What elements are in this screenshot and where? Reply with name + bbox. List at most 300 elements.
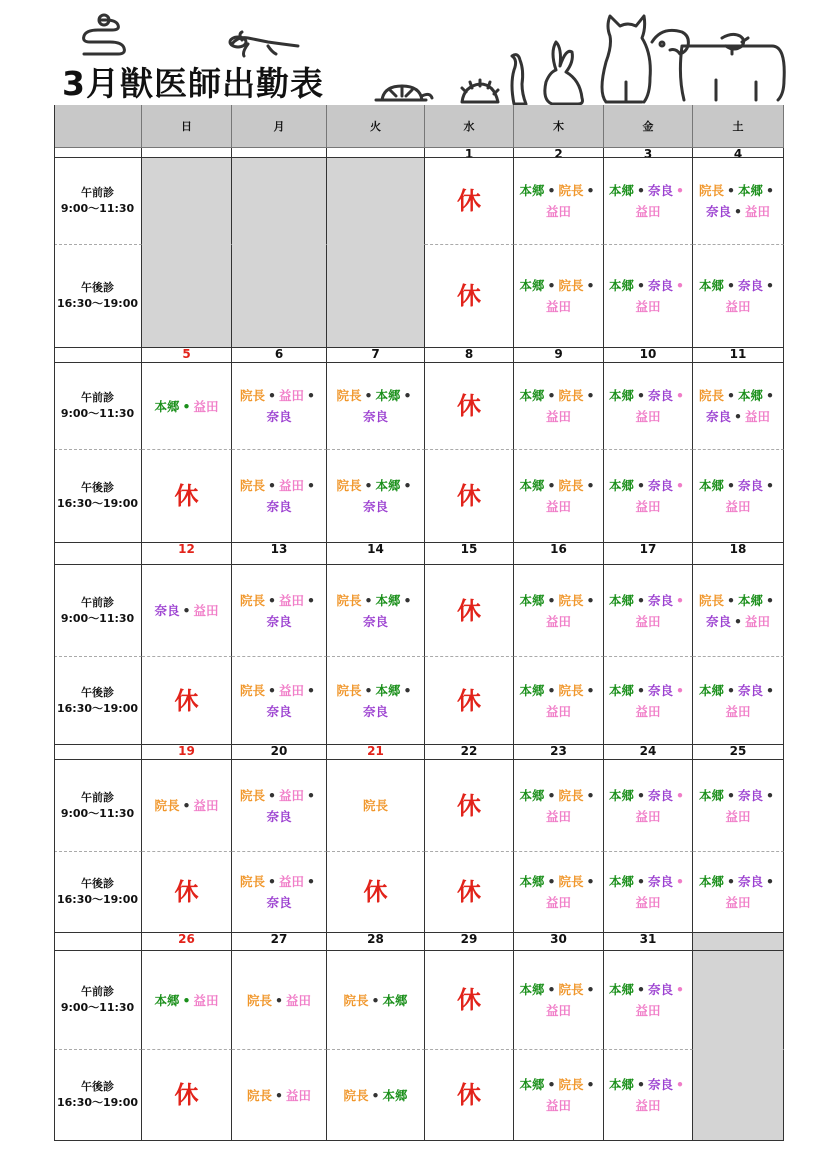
- shift-cell-pm: [604, 1050, 693, 1141]
- separator-dot: •: [547, 982, 556, 997]
- doctor-line: [699, 871, 777, 892]
- doctor-name: 益田: [545, 895, 571, 910]
- session-name: 午後診: [81, 481, 114, 494]
- session-label-am: [54, 565, 142, 657]
- doctor-line: [609, 680, 687, 701]
- doctor-name: 院長: [239, 874, 265, 889]
- doctor-line: [266, 892, 291, 913]
- shift-cell-am: [514, 363, 604, 450]
- bird-icon: [722, 34, 748, 54]
- doctor-line: [336, 680, 414, 701]
- separator-dot: •: [766, 787, 775, 803]
- doctor-line: [635, 406, 660, 427]
- shift-cell-pm: [327, 245, 425, 348]
- doctor-name: 奈良: [266, 808, 292, 824]
- doctor-name: 本郷: [608, 478, 634, 493]
- doctor-line: [519, 979, 597, 1000]
- doctor-line: [609, 475, 687, 496]
- doctor-name: 奈良: [362, 613, 388, 629]
- doctor-name: 院長: [239, 592, 265, 608]
- shift-cell-pm: [142, 1050, 232, 1141]
- doctor-name: 院長: [246, 992, 272, 1008]
- shift-cell-pm: [693, 450, 784, 543]
- doctor-name: 院長: [336, 478, 362, 493]
- doctor-line: [699, 385, 777, 406]
- date-number: 2: [514, 148, 604, 158]
- separator-dot: •: [734, 613, 742, 629]
- shift-cell-am: [425, 565, 514, 657]
- doctor-name: 益田: [635, 613, 661, 629]
- separator-dot: •: [727, 874, 735, 889]
- doctor-name: 本郷: [382, 1087, 408, 1103]
- separator-dot: •: [637, 874, 645, 889]
- doctor-name: 本郷: [519, 278, 545, 293]
- shift-cell-pm: [604, 657, 693, 745]
- session-name: 午前診: [81, 595, 114, 609]
- separator-dot: •: [727, 278, 735, 293]
- doctor-name: 益田: [725, 499, 751, 514]
- date-number: 16: [514, 543, 604, 565]
- doctor-line: [519, 385, 597, 406]
- shift-cell-pm: [142, 852, 232, 933]
- doctor-name: 奈良: [738, 787, 764, 803]
- doctor-name: 益田: [286, 1087, 312, 1103]
- doctor-name: 本郷: [608, 388, 634, 403]
- separator-dot: •: [547, 388, 556, 403]
- page-title: 3月獣医師出勤表: [62, 64, 324, 103]
- separator-dot: •: [637, 682, 645, 698]
- separator-dot: •: [676, 874, 685, 889]
- separator-dot: •: [586, 982, 595, 997]
- schedule-table: [54, 105, 784, 1141]
- shift-cell-am: [142, 760, 232, 852]
- doctor-name: 院長: [336, 388, 362, 403]
- shift-cell-pm: [142, 450, 232, 543]
- separator-dot: •: [403, 592, 412, 608]
- doctor-name: 益田: [635, 204, 661, 219]
- doctor-name: 益田: [635, 1098, 661, 1113]
- shift-cell-pm: [327, 852, 425, 933]
- date-row-label: [54, 148, 142, 158]
- shift-cell-am: [604, 951, 693, 1050]
- doctor-line: [519, 1074, 597, 1095]
- date-number: 28: [327, 933, 425, 951]
- shift-cell-pm: [693, 1050, 784, 1141]
- doctor-name: 益田: [635, 703, 661, 719]
- shift-cell-am: [327, 951, 425, 1050]
- separator-dot: •: [182, 398, 191, 414]
- doctor-name: 益田: [635, 895, 661, 910]
- lizard-icon: [230, 32, 298, 56]
- doctor-name: 益田: [725, 299, 751, 314]
- doctor-line: [343, 1085, 407, 1106]
- doctor-line: [546, 201, 571, 222]
- shift-cell-am: [327, 565, 425, 657]
- date-number: 7: [327, 348, 425, 363]
- doctor-line: [247, 1085, 311, 1106]
- separator-dot: •: [586, 874, 595, 889]
- doctor-line: [609, 1074, 687, 1095]
- separator-dot: •: [727, 183, 735, 198]
- doctor-name: 本郷: [608, 183, 634, 198]
- session-time: 16:30〜19:00: [56, 701, 139, 715]
- separator-dot: •: [364, 388, 373, 403]
- doctor-line: [635, 496, 660, 517]
- doctor-name: 院長: [698, 592, 724, 608]
- hedgehog-icon: [462, 80, 498, 102]
- separator-dot: •: [586, 183, 595, 198]
- doctor-line: [266, 496, 291, 517]
- separator-dot: •: [676, 1077, 685, 1092]
- date-number: 29: [425, 933, 514, 951]
- separator-dot: •: [364, 592, 373, 608]
- date-number: 27: [232, 933, 327, 951]
- session-time: 9:00〜11:30: [60, 611, 135, 625]
- date-number: 24: [604, 745, 693, 760]
- doctor-name: 本郷: [154, 992, 180, 1008]
- session-time: 9:00〜11:30: [60, 1001, 135, 1014]
- closed-mark: 休: [457, 686, 481, 715]
- separator-dot: •: [586, 278, 595, 293]
- shift-cell-pm: [232, 657, 327, 745]
- separator-dot: •: [727, 388, 735, 403]
- doctor-name: 本郷: [738, 388, 764, 403]
- doctor-name: 益田: [279, 478, 305, 493]
- date-number: 17: [604, 543, 693, 565]
- doctor-name: 益田: [279, 874, 305, 889]
- doctor-name: 奈良: [648, 682, 674, 698]
- doctor-line: [266, 611, 291, 632]
- doctor-line: [609, 871, 687, 892]
- doctor-name: 本郷: [608, 1077, 634, 1092]
- doctor-name: 奈良: [648, 874, 674, 889]
- separator-dot: •: [268, 592, 276, 608]
- doctor-name: 益田: [193, 603, 219, 618]
- doctor-line: [240, 590, 318, 611]
- shift-cell-am: [693, 565, 784, 657]
- doctor-line: [240, 871, 318, 892]
- closed-mark: 休: [174, 878, 199, 906]
- separator-dot: •: [275, 1087, 283, 1103]
- shift-cell-am: [693, 760, 784, 852]
- doctor-line: [519, 871, 597, 892]
- session-time: 9:00〜11:30: [60, 407, 135, 420]
- doctor-name: 院長: [698, 183, 724, 198]
- shift-cell-pm: [693, 245, 784, 348]
- weekday-header: 木: [514, 105, 604, 148]
- doctor-name: 本郷: [154, 398, 180, 414]
- closed-mark: 休: [457, 986, 481, 1014]
- shift-cell-pm: [514, 852, 604, 933]
- doctor-name: 奈良: [648, 478, 674, 493]
- shift-cell-am: [693, 158, 784, 245]
- separator-dot: •: [676, 982, 685, 997]
- shift-cell-pm: [425, 1050, 514, 1141]
- date-number: 18: [693, 543, 784, 565]
- doctor-line: [546, 806, 571, 827]
- shift-cell-am: [232, 565, 327, 657]
- doctor-name: 院長: [154, 798, 180, 813]
- session-label-am: [54, 951, 142, 1050]
- doctor-name: 益田: [286, 992, 312, 1008]
- date-number: 31: [604, 933, 693, 951]
- shift-cell-am: [514, 951, 604, 1050]
- separator-dot: •: [403, 478, 412, 493]
- doctor-name: 奈良: [362, 409, 388, 424]
- closed-mark: 休: [457, 482, 481, 510]
- separator-dot: •: [547, 874, 556, 889]
- separator-dot: •: [182, 992, 191, 1008]
- session-time: 16:30〜19:00: [56, 297, 139, 310]
- doctor-name: 本郷: [698, 478, 724, 493]
- doctor-name: 奈良: [266, 703, 292, 719]
- separator-dot: •: [676, 787, 685, 803]
- weekday-header: 金: [604, 105, 693, 148]
- doctor-name: 益田: [745, 613, 771, 629]
- doctor-name: 院長: [343, 992, 369, 1008]
- date-number: 5: [142, 348, 232, 363]
- doctor-name: 益田: [279, 592, 305, 608]
- shift-cell-pm: [604, 852, 693, 933]
- date-row-label: [54, 543, 142, 565]
- separator-dot: •: [547, 592, 556, 608]
- shift-cell-am: [425, 158, 514, 245]
- date-row-label: [54, 348, 142, 363]
- date-number: 26: [142, 933, 232, 951]
- doctor-line: [635, 1095, 660, 1116]
- separator-dot: •: [766, 682, 775, 698]
- shift-cell-pm: [425, 657, 514, 745]
- date-number: 15: [425, 543, 514, 565]
- doctor-name: 院長: [558, 982, 584, 997]
- snake-icon: [84, 15, 125, 54]
- doctor-name: 本郷: [519, 1077, 545, 1092]
- separator-dot: •: [182, 798, 191, 813]
- separator-dot: •: [268, 682, 276, 698]
- separator-dot: •: [727, 682, 735, 698]
- session-name: 午前診: [81, 391, 114, 404]
- separator-dot: •: [727, 592, 735, 608]
- shift-cell-am: [142, 363, 232, 450]
- doctor-name: 益田: [725, 895, 751, 910]
- doctor-name: 本郷: [608, 592, 634, 608]
- date-number: 14: [327, 543, 425, 565]
- doctor-name: 益田: [545, 204, 571, 219]
- closed-mark: 休: [457, 187, 481, 215]
- separator-dot: •: [734, 409, 742, 424]
- separator-dot: •: [547, 682, 556, 698]
- doctor-name: 奈良: [154, 603, 180, 618]
- doctor-line: [699, 590, 777, 611]
- doctor-name: 本郷: [375, 682, 401, 698]
- separator-dot: •: [676, 478, 685, 493]
- animals-illustration: [78, 6, 790, 108]
- shift-cell-am: [604, 363, 693, 450]
- doctor-line: [635, 611, 660, 632]
- doctor-name: 益田: [745, 409, 771, 424]
- doctor-name: 奈良: [738, 682, 764, 698]
- doctor-line: [706, 201, 770, 222]
- shift-cell-am: [327, 158, 425, 245]
- separator-dot: •: [586, 592, 595, 608]
- doctor-name: 奈良: [648, 183, 674, 198]
- doctor-line: [609, 275, 687, 296]
- doctor-name: 院長: [336, 592, 362, 608]
- session-label-am: [54, 760, 142, 852]
- closed-mark: 休: [363, 878, 388, 906]
- doctor-name: 益田: [725, 703, 751, 719]
- shift-cell-am: [327, 363, 425, 450]
- doctor-name: 本郷: [382, 992, 408, 1008]
- shift-cell-pm: [142, 245, 232, 348]
- shift-cell-am: [142, 565, 232, 657]
- doctor-name: 院長: [558, 1077, 584, 1092]
- closed-mark: 休: [457, 878, 481, 906]
- separator-dot: •: [637, 183, 645, 198]
- separator-dot: •: [766, 592, 775, 608]
- shift-cell-pm: [514, 245, 604, 348]
- meerkat-icon: [512, 55, 526, 104]
- doctor-name: 院長: [558, 592, 584, 608]
- separator-dot: •: [307, 478, 316, 493]
- shift-cell-am: [232, 158, 327, 245]
- doctor-line: [154, 795, 218, 816]
- doctor-line: [635, 201, 660, 222]
- doctor-name: 奈良: [648, 388, 674, 403]
- doctor-name: 奈良: [648, 787, 674, 803]
- doctor-line: [240, 385, 318, 406]
- separator-dot: •: [637, 1077, 645, 1092]
- doctor-name: 本郷: [375, 388, 401, 403]
- weekday-header: 月: [232, 105, 327, 148]
- date-number: 12: [142, 543, 232, 565]
- date-number: 11: [693, 348, 784, 363]
- doctor-name: 院長: [343, 1087, 369, 1103]
- separator-dot: •: [727, 478, 735, 493]
- doctor-name: 益田: [193, 398, 219, 414]
- doctor-name: 院長: [558, 874, 584, 889]
- shift-cell-pm: [232, 1050, 327, 1141]
- doctor-name: 益田: [635, 409, 661, 424]
- separator-dot: •: [268, 874, 276, 889]
- doctor-name: 院長: [558, 787, 584, 803]
- shift-cell-am: [232, 363, 327, 450]
- doctor-line: [706, 611, 770, 632]
- doctor-name: 本郷: [519, 787, 545, 803]
- shift-cell-pm: [142, 657, 232, 745]
- separator-dot: •: [766, 183, 775, 198]
- session-name: 午後診: [81, 281, 114, 294]
- doctor-line: [609, 979, 687, 1000]
- doctor-line: [635, 701, 660, 722]
- shift-cell-pm: [232, 245, 327, 348]
- doctor-line: [699, 475, 777, 496]
- shift-cell-pm: [327, 657, 425, 745]
- doctor-line: [154, 396, 218, 417]
- date-number: [693, 933, 784, 951]
- doctor-name: 益田: [545, 613, 571, 629]
- doctor-name: 益田: [635, 299, 661, 314]
- closed-mark: 休: [174, 482, 199, 510]
- doctor-name: 奈良: [648, 278, 674, 293]
- doctor-name: 益田: [635, 1003, 661, 1018]
- doctor-line: [725, 496, 750, 517]
- date-number: 19: [142, 745, 232, 760]
- session-name: 午前診: [81, 790, 114, 804]
- shift-cell-am: [425, 951, 514, 1050]
- session-label-pm: [54, 852, 142, 933]
- doctor-name: 益田: [545, 1003, 571, 1018]
- doctor-name: 本郷: [519, 478, 545, 493]
- doctor-name: 益田: [545, 299, 571, 314]
- separator-dot: •: [547, 478, 556, 493]
- doctor-name: 院長: [336, 682, 362, 698]
- doctor-name: 本郷: [738, 183, 764, 198]
- session-name: 午前診: [81, 985, 114, 998]
- doctor-name: 院長: [558, 388, 584, 403]
- doctor-line: [519, 180, 597, 201]
- shift-cell-pm: [425, 245, 514, 348]
- date-number: 25: [693, 745, 784, 760]
- separator-dot: •: [307, 682, 316, 698]
- doctor-name: 本郷: [519, 183, 545, 198]
- weekday-header: 火: [327, 105, 425, 148]
- doctor-line: [546, 1000, 571, 1021]
- shift-cell-am: [232, 951, 327, 1050]
- doctor-name: 奈良: [705, 409, 731, 424]
- date-row-label: [54, 933, 142, 951]
- shift-cell-pm: [327, 450, 425, 543]
- date-number: [327, 148, 425, 158]
- date-number: 21: [327, 745, 425, 760]
- shift-cell-am: [514, 760, 604, 852]
- shift-cell-pm: [425, 450, 514, 543]
- doctor-line: [519, 590, 597, 611]
- session-name: 午後診: [81, 877, 114, 890]
- session-time: 9:00〜11:30: [60, 806, 135, 820]
- doctor-name: 本郷: [608, 982, 634, 997]
- doctor-name: 本郷: [738, 592, 764, 608]
- doctor-name: 益田: [545, 1098, 571, 1113]
- weekday-header: 日: [142, 105, 232, 148]
- header-corner: [54, 105, 142, 148]
- session-label-am: [54, 363, 142, 450]
- doctor-name: 奈良: [362, 499, 388, 514]
- doctor-name: 本郷: [608, 874, 634, 889]
- shift-cell-pm: [425, 852, 514, 933]
- separator-dot: •: [586, 388, 595, 403]
- doctor-name: 院長: [558, 478, 584, 493]
- date-number: 1: [425, 148, 514, 158]
- separator-dot: •: [547, 1077, 556, 1092]
- doctor-name: 院長: [246, 1087, 272, 1103]
- separator-dot: •: [586, 787, 595, 803]
- closed-mark: 休: [457, 791, 481, 820]
- separator-dot: •: [676, 682, 685, 698]
- doctor-name: 益田: [193, 992, 219, 1008]
- doctor-line: [363, 701, 388, 722]
- doctor-name: 奈良: [705, 204, 731, 219]
- doctor-name: 院長: [239, 388, 265, 403]
- separator-dot: •: [307, 874, 316, 889]
- doctor-name: 本郷: [519, 982, 545, 997]
- shift-cell-pm: [514, 1050, 604, 1141]
- separator-dot: •: [637, 592, 645, 608]
- doctor-line: [363, 795, 388, 816]
- doctor-line: [363, 406, 388, 427]
- doctor-name: 奈良: [738, 278, 764, 293]
- doctor-name: 奈良: [738, 874, 764, 889]
